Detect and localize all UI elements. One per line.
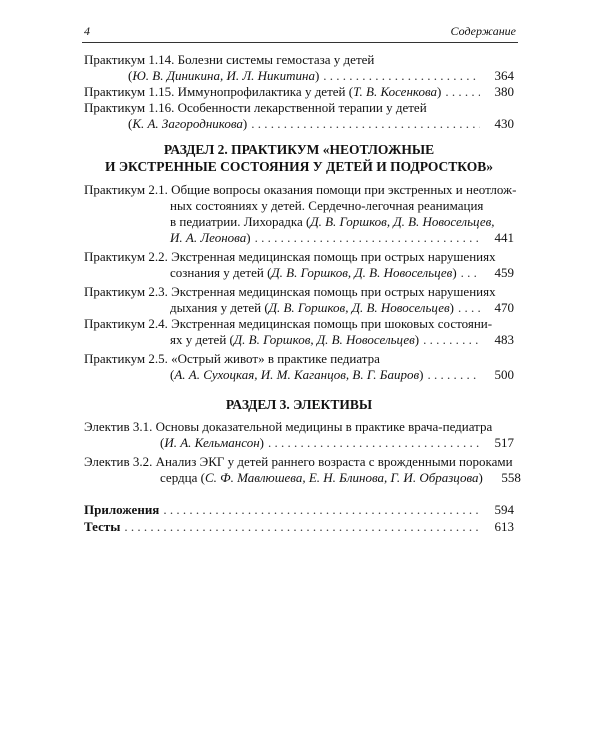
toc-authors: Д. В. Горшков, Д. В. Новосельцев xyxy=(233,332,415,347)
toc-entry-2-1-line1[interactable]: Практикум 2.1. Общие вопросы оказания помощи при экстренных и неотлож- xyxy=(84,182,517,197)
toc-entry-2-2-line1[interactable]: Практикум 2.2. Экстренная медицинская помощь при острых нарушениях xyxy=(84,249,496,264)
leader-dots xyxy=(124,519,480,535)
toc-page-number: 500 xyxy=(494,367,514,382)
leader-dots xyxy=(445,84,480,100)
toc-authors: Ю. В. Диникина, И. Л. Никитина xyxy=(132,68,315,83)
toc-page-number: 558 xyxy=(501,470,521,485)
toc-authors: К. А. Загородникова xyxy=(132,116,243,131)
toc-entry-2-3-line2: дыхания у детей (Д. В. Горшков, Д. В. Новосельцев) . . . 470 xyxy=(84,300,514,316)
toc-page-number: 483 xyxy=(494,332,514,347)
leader-dots xyxy=(461,265,480,281)
toc-authors: А. А. Сухоцкая, И. М. Каганцов, В. Г. Баиров xyxy=(174,367,420,382)
toc-authors: И. А. Кельмансон xyxy=(164,435,260,450)
toc-authors: Д. В. Горшков, Д. В. Новосельцев, xyxy=(310,214,495,229)
leader-dots xyxy=(268,435,480,451)
toc-entry-2-1-line2: ных состояниях у детей. Сердечно-легочная реанимация xyxy=(170,198,484,213)
toc-page-number: 517 xyxy=(494,435,514,450)
toc-entry-3-1-line2: (И. А. Кельмансон) . . . 517 xyxy=(84,435,514,451)
section-3-title: РАЗДЕЛ 3. ЭЛЕКТИВЫ xyxy=(225,397,373,412)
running-header xyxy=(82,22,518,43)
toc-authors: Д. В. Горшков, Д. В. Новосельцев xyxy=(271,265,453,280)
toc-entry-1-14[interactable]: (Ю. В. Диникина, И. Л. Никитина) . . . 364 xyxy=(84,68,514,84)
toc-entry-3-2-line1[interactable]: Электив 3.2. Анализ ЭКГ у детей раннего возраста с врожденными пороками xyxy=(84,454,513,469)
toc-entry-3-2-line2: сердца (С. Ф. Мавлюшева, Е. Н. Блинова, Г. И. Образцова) 558 xyxy=(160,470,521,485)
running-title: Содержание xyxy=(450,24,516,38)
leader-dots xyxy=(458,300,480,316)
toc-entry-2-4-line1[interactable]: Практикум 2.4. Экстренная медицинская помощь при шоковых состояни- xyxy=(84,316,493,331)
leader-dots xyxy=(251,116,480,132)
toc-page-number: 380 xyxy=(494,84,514,99)
toc-entry-1-14-title: Практикум 1.14. Болезни системы гемостаза у детей xyxy=(84,52,375,67)
toc-page-number: 430 xyxy=(494,116,514,131)
toc-page-number: 364 xyxy=(494,68,514,83)
page-number: 4 xyxy=(84,24,90,38)
toc-entry-2-1-line4: И. А. Леонова) . . . 441 xyxy=(84,230,514,246)
toc-entry-2-5-line2: (А. А. Сухоцкая, И. М. Каганцов, В. Г. Баиров) . . . 500 xyxy=(84,367,514,383)
leader-dots xyxy=(427,367,480,383)
toc-entry-2-3-line1[interactable]: Практикум 2.3. Экстренная медицинская помощь при острых нарушениях xyxy=(84,284,496,299)
toc-entry-1-15[interactable]: Практикум 1.15. Иммунопрофилактика у детей (Т. В. Косенкова) . . . 380 xyxy=(84,84,514,100)
toc-page-number: 470 xyxy=(494,300,514,315)
toc-page-number: 441 xyxy=(494,230,514,245)
toc-entry-3-1-line1[interactable]: Электив 3.1. Основы доказательной медицины в практике врача-педиатра xyxy=(84,419,493,434)
toc-authors: Т. В. Косенкова xyxy=(353,84,438,99)
section-2-title-line2: И ЭКСТРЕННЫЕ СОСТОЯНИЯ У ДЕТЕЙ И ПОДРОСТКОВ» xyxy=(104,159,494,174)
toc-entry-1-16[interactable]: (К. А. Загородникова) . . . 430 xyxy=(84,116,514,132)
leader-dots xyxy=(423,332,480,348)
toc-page-number: 594 xyxy=(494,502,514,517)
toc-authors: И. А. Леонова xyxy=(170,230,247,245)
toc-entry-1-16-title: Практикум 1.16. Особенности лекарственной терапии у детей xyxy=(84,100,427,115)
leader-dots xyxy=(323,68,480,84)
toc-page-number: 459 xyxy=(494,265,514,280)
toc-entry-2-2-line2: сознания у детей (Д. В. Горшков, Д. В. Новосельцев) . . . 459 xyxy=(84,265,514,281)
leader-dots xyxy=(163,502,480,518)
toc-authors: Д. В. Горшков, Д. В. Новосельцев xyxy=(268,300,450,315)
toc-page-number: 613 xyxy=(494,519,514,534)
toc-authors: С. Ф. Мавлюшева, Е. Н. Блинова, Г. И. Образцова xyxy=(204,470,479,485)
toc-entry-appendix[interactable]: Приложения . . . 594 xyxy=(84,502,514,518)
leader-dots xyxy=(255,230,480,246)
toc-entry-2-4-line2: ях у детей (Д. В. Горшков, Д. В. Новосельцев) . . . 483 xyxy=(84,332,514,348)
section-2-title-line1: РАЗДЕЛ 2. ПРАКТИКУМ «НЕОТЛОЖНЫЕ xyxy=(163,142,435,157)
toc-entry-2-1-line3: в педиатрии. Лихорадка (Д. В. Горшков, Д. В. Новосельцев, xyxy=(170,214,495,229)
toc-entry-tests[interactable]: Тесты . . . 613 xyxy=(84,519,514,535)
toc-entry-2-5-line1[interactable]: Практикум 2.5. «Острый живот» в практике педиатра xyxy=(84,351,380,366)
